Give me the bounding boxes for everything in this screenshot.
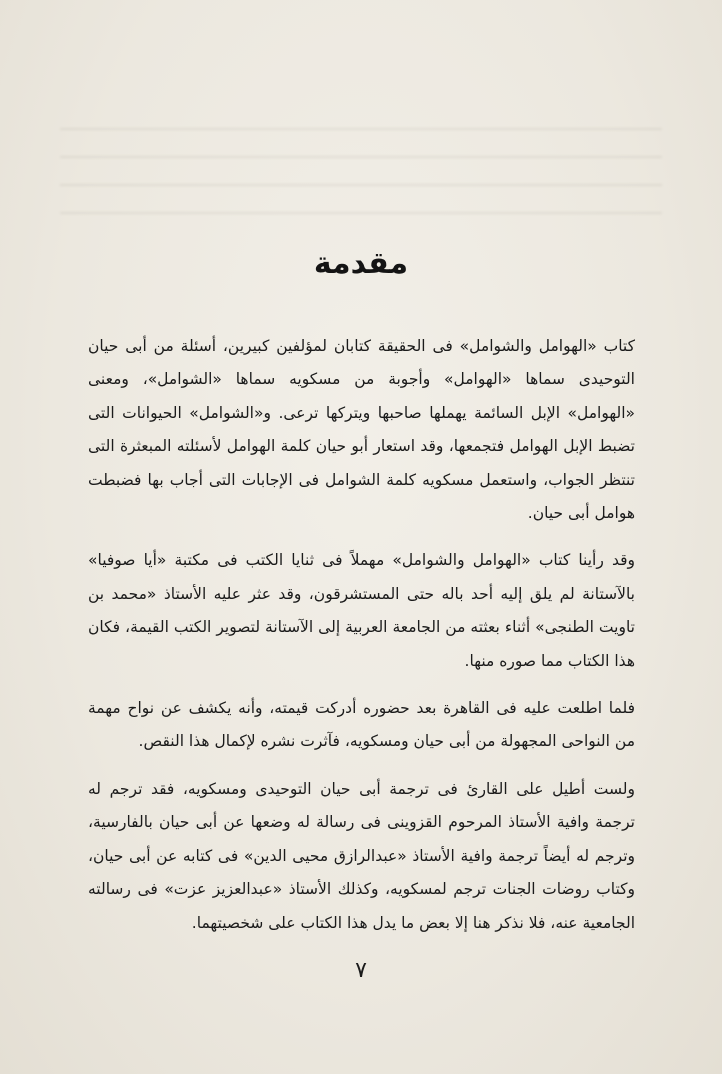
paragraph: ولست أطيل على القارئ فى ترجمة أبى حيان التوحيدى ومسكويه، فقد ترجم له ترجمة وافية الأستاذ المرحوم القزوينى فى رسالة له وضعها عن أبى حيان بالفارسية، وترجم له أيضاً ترجمة وافية الأستاذ «عبدالرازق محيى الدين» فى كتابه عن أبى حيان، وكتاب روضات الجنات ترجم لمسكويه، وكذلك الأستاذ «عبدالعزيز عزت» فى رسالته الجامعية عنه، فلا نذكر هنا إلا بعض ما يدل هذا الكتاب على شخصيتهما. (88, 779, 635, 932)
page-title: مقدمة (313, 246, 409, 281)
paragraph: كتاب «الهوامل والشوامل» فى الحقيقة كتابان لمؤلفين كبيرين، أسئلة من أبى حيان التوحيدى سماها «الهوامل» وأجوبة من مسكويه سماها «الشوامل»، ومعنى «الهوامل» الإبل السائمة يهملها صاحبها ويتركها ترعى. و«الشوامل» الحيوانات التى تضبط الإبل الهوامل فتجمعها، وقد استعار أبو حيان كلمة الهوامل لأسئلته المبعثرة التى تنتظر الجواب، واستعمل مسكويه كلمة الشوامل فى الإجابات التى أجاب بها فضبطت هوامل أبى حيان. (88, 337, 635, 523)
body-text (88, 330, 635, 954)
page-number: ٧ (355, 958, 367, 983)
paragraph: فلما اطلعت عليه فى القاهرة بعد حضوره أدركت قيمته، وأنه يكشف عن نواح مهمة من النواحى المجهولة من أبى حيان ومسكويه، فآثرت نشره لإكمال هذا النقص. (88, 699, 635, 751)
bleed-through-text (60, 110, 662, 230)
paragraph: وقد رأينا كتاب «الهوامل والشوامل» مهملاً فى ثنايا الكتب فى مكتبة «أيا صوفيا» بالآستانة لم يلق إليه أحد باله حتى المستشرقون، وقد عثر عليه الأستاذ «محمد بن تاويت الطنجى» أثناء بعثته من الجامعة العربية إلى الآستانة لتصوير الكتب القيمة، فكان هذا الكتاب مما صوره منها. (88, 551, 635, 670)
